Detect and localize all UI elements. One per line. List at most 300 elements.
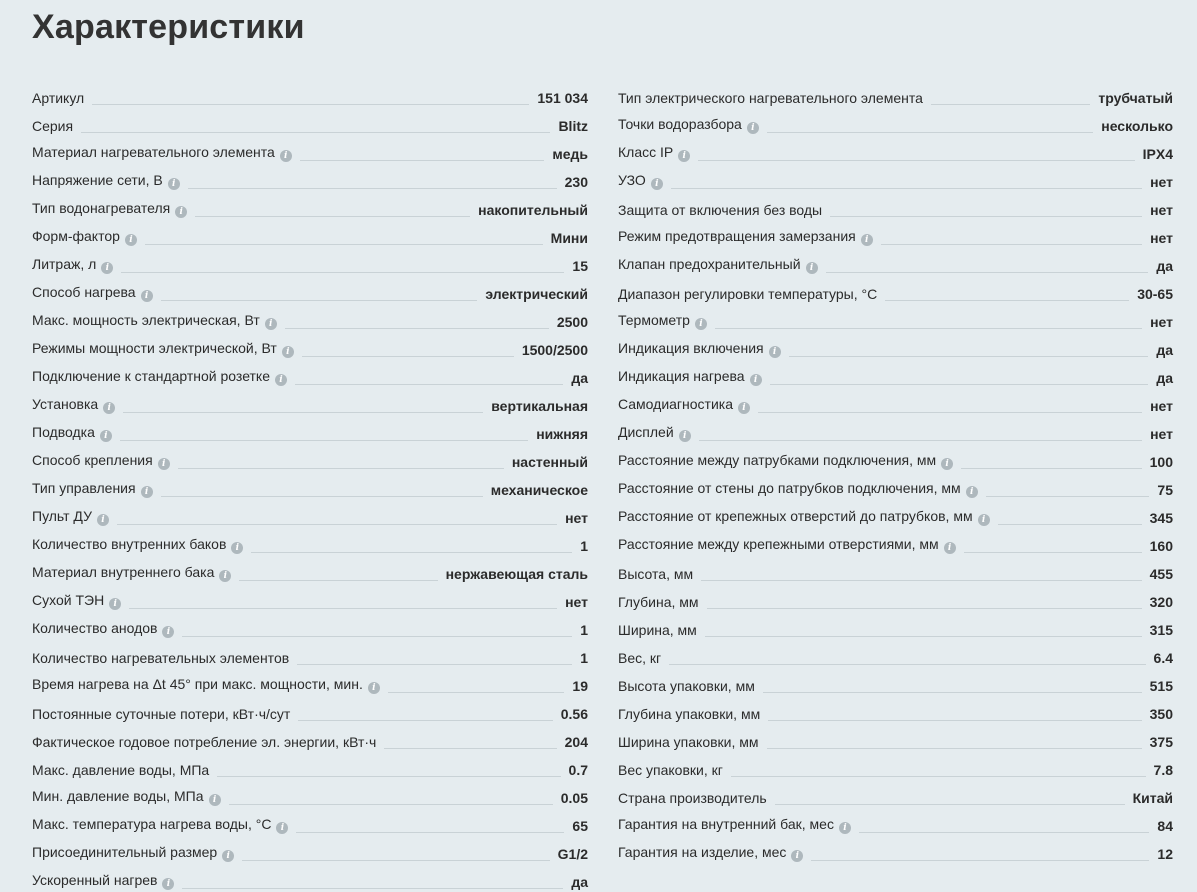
spec-row	[32, 500, 588, 528]
spec-row	[618, 220, 1173, 248]
spec-value: 7.8	[1153, 762, 1173, 778]
spec-label-text: Расстояние от стены до патрубков подключения, мм	[618, 480, 961, 496]
dotted-leader	[699, 440, 1142, 441]
spec-value: несколько	[1101, 118, 1173, 134]
spec-value: нет	[565, 594, 588, 610]
info-icon[interactable]: i	[791, 850, 803, 862]
dotted-leader	[120, 440, 528, 441]
spec-label-text: Подключение к стандартной розетке	[32, 368, 270, 384]
spec-value: 100	[1149, 454, 1173, 470]
spec-label-text: Ширина, мм	[618, 622, 697, 638]
info-icon[interactable]: i	[141, 486, 153, 498]
info-icon[interactable]: i	[175, 206, 187, 218]
spec-label	[32, 480, 153, 500]
dotted-leader	[296, 832, 564, 833]
spec-label	[618, 396, 750, 416]
dotted-leader	[178, 468, 504, 469]
spec-label	[32, 762, 209, 780]
dotted-leader	[121, 272, 564, 273]
spec-label	[618, 706, 760, 724]
spec-row	[32, 752, 588, 780]
specs-column-right	[618, 80, 1173, 864]
spec-label	[618, 172, 663, 192]
info-icon[interactable]: i	[679, 430, 691, 442]
spec-label	[32, 592, 121, 612]
dotted-leader	[767, 748, 1142, 749]
dotted-leader	[295, 384, 563, 385]
spec-value: 75	[1157, 482, 1173, 498]
info-icon[interactable]: i	[109, 598, 121, 610]
spec-label-text: Глубина упаковки, мм	[618, 706, 761, 722]
spec-value: 0.05	[560, 790, 588, 806]
info-icon[interactable]: i	[219, 570, 231, 582]
spec-value: Blitz	[558, 118, 588, 134]
info-icon[interactable]: i	[978, 514, 990, 526]
spec-row	[32, 360, 588, 388]
spec-label-text: Вес, кг	[618, 650, 662, 666]
info-icon[interactable]: i	[100, 430, 112, 442]
spec-row	[618, 332, 1173, 360]
info-icon[interactable]: i	[368, 682, 380, 694]
spec-row	[32, 164, 588, 192]
dotted-leader	[705, 636, 1142, 637]
spec-value: 1500/2500	[521, 342, 588, 358]
spec-row	[618, 780, 1173, 808]
dotted-leader	[384, 748, 556, 749]
dotted-leader	[885, 300, 1129, 301]
spec-row	[618, 752, 1173, 780]
spec-label-text: Напряжение сети, В	[32, 172, 163, 188]
spec-value: 65	[572, 818, 588, 834]
spec-label-text: Ускоренный нагрев	[32, 872, 158, 888]
spec-value: 2500	[556, 314, 588, 330]
dotted-leader	[117, 524, 557, 525]
spec-row	[618, 248, 1173, 276]
spec-label	[32, 620, 174, 640]
info-icon[interactable]: i	[231, 542, 243, 554]
dotted-leader	[302, 356, 514, 357]
spec-row	[32, 108, 588, 136]
spec-label-text: Самодиагностика	[618, 396, 734, 412]
spec-label-text: Защита от включения без воды	[618, 202, 823, 218]
info-icon[interactable]: i	[747, 122, 759, 134]
dotted-leader	[81, 132, 550, 133]
spec-value: 315	[1149, 622, 1173, 638]
spec-label-text: Вес упаковки, кг	[618, 762, 723, 778]
dotted-leader	[826, 272, 1149, 273]
spec-value: G1/2	[557, 846, 588, 862]
info-icon[interactable]: i	[222, 850, 234, 862]
spec-row	[618, 556, 1173, 584]
spec-label-text: Фактическое годовое потребление эл. энергии, кВт·ч	[32, 734, 377, 750]
spec-label	[32, 90, 84, 108]
spec-label	[618, 424, 691, 444]
spec-label	[618, 480, 978, 500]
dotted-leader	[669, 664, 1145, 665]
spec-value: 455	[1149, 566, 1173, 582]
spec-label	[32, 844, 234, 864]
spec-row	[618, 696, 1173, 724]
spec-label	[32, 816, 288, 836]
spec-value: нет	[1150, 314, 1173, 330]
spec-value: да	[1156, 342, 1173, 358]
info-icon[interactable]: i	[282, 346, 294, 358]
spec-row	[618, 164, 1173, 192]
spec-label	[618, 286, 877, 304]
spec-row	[32, 584, 588, 612]
dotted-leader	[986, 496, 1150, 497]
spec-value: да	[571, 370, 588, 386]
dotted-leader	[217, 776, 560, 777]
spec-row	[32, 276, 588, 304]
spec-value: 30-65	[1137, 286, 1173, 302]
spec-row	[618, 836, 1173, 864]
dotted-leader	[830, 216, 1142, 217]
spec-label	[618, 762, 723, 780]
spec-label-text: Клапан предохранительный	[618, 256, 801, 272]
spec-label	[618, 650, 661, 668]
dotted-leader	[767, 132, 1093, 133]
spec-label	[32, 340, 294, 360]
spec-label-text: Материал нагревательного элемента	[32, 144, 275, 160]
spec-row	[618, 528, 1173, 556]
dotted-leader	[881, 244, 1142, 245]
spec-value: 1	[580, 622, 588, 638]
spec-row	[32, 192, 588, 220]
spec-row	[32, 220, 588, 248]
spec-value: да	[1156, 258, 1173, 274]
info-icon[interactable]: i	[280, 150, 292, 162]
spec-label	[618, 844, 803, 864]
spec-label-text: Точки водоразбора	[618, 116, 742, 132]
spec-row	[618, 360, 1173, 388]
spec-label	[618, 116, 759, 136]
spec-row	[618, 108, 1173, 136]
dotted-leader	[731, 776, 1146, 777]
spec-label-text: Присоединительный размер	[32, 844, 218, 860]
spec-label	[32, 118, 73, 136]
spec-row	[32, 836, 588, 864]
spec-label	[618, 622, 697, 640]
info-icon[interactable]: i	[651, 178, 663, 190]
spec-label-text: УЗО	[618, 172, 646, 188]
spec-row	[618, 388, 1173, 416]
spec-label-text: Страна производитель	[618, 790, 767, 806]
spec-value: нет	[1150, 426, 1173, 442]
spec-row	[32, 136, 588, 164]
spec-value: вертикальная	[491, 398, 588, 414]
spec-value: 160	[1149, 538, 1173, 554]
spec-row	[32, 556, 588, 584]
spec-row	[618, 500, 1173, 528]
spec-label-text: Гарантия на внутренний бак, мес	[618, 816, 834, 832]
spec-row	[618, 584, 1173, 612]
spec-value: 375	[1149, 734, 1173, 750]
dotted-leader	[188, 188, 557, 189]
spec-label-text: Расстояние между крепежными отверстиями, мм	[618, 536, 939, 552]
dotted-leader	[961, 468, 1142, 469]
dotted-leader	[229, 804, 553, 805]
spec-label-text: Способ крепления	[32, 452, 153, 468]
spec-row	[618, 136, 1173, 164]
spec-value: IPX4	[1142, 146, 1173, 162]
info-icon[interactable]: i	[158, 458, 170, 470]
info-icon[interactable]: i	[168, 178, 180, 190]
spec-label	[618, 90, 923, 108]
spec-label	[32, 396, 115, 416]
spec-label-text: Форм-фактор	[32, 228, 120, 244]
dotted-leader	[285, 328, 549, 329]
spec-row	[32, 472, 588, 500]
spec-label-text: Сухой ТЭН	[32, 592, 105, 608]
spec-label-text: Расстояние между патрубками подключения, мм	[618, 452, 937, 468]
spec-label	[32, 676, 380, 696]
spec-label	[32, 536, 243, 556]
spec-value: 6.4	[1153, 650, 1173, 666]
spec-label	[32, 312, 277, 332]
spec-row	[32, 724, 588, 752]
spec-row	[618, 640, 1173, 668]
dotted-leader	[931, 104, 1090, 105]
info-icon[interactable]: i	[141, 290, 153, 302]
info-icon[interactable]: i	[103, 402, 115, 414]
spec-label	[618, 816, 851, 836]
spec-label-text: Расстояние от крепежных отверстий до патрубков, мм	[618, 508, 973, 524]
spec-label	[618, 594, 699, 612]
info-icon[interactable]: i	[276, 822, 288, 834]
spec-value: Китай	[1132, 790, 1173, 806]
spec-label	[32, 706, 290, 724]
spec-value: 0.7	[568, 762, 588, 778]
spec-label-text: Литраж, л	[32, 256, 97, 272]
spec-label	[618, 678, 755, 696]
spec-value: 12	[1157, 846, 1173, 862]
info-icon[interactable]: i	[738, 402, 750, 414]
spec-label-text: Высота упаковки, мм	[618, 678, 755, 694]
spec-label	[32, 788, 221, 808]
dotted-leader	[388, 692, 565, 693]
spec-value: нижняя	[536, 426, 588, 442]
spec-label	[32, 200, 187, 220]
dotted-leader	[161, 300, 478, 301]
spec-value: трубчатый	[1098, 90, 1173, 106]
spec-label	[32, 452, 170, 472]
info-icon[interactable]: i	[839, 822, 851, 834]
spec-row	[32, 444, 588, 472]
info-icon[interactable]: i	[162, 878, 174, 890]
spec-row	[32, 612, 588, 640]
info-icon[interactable]: i	[275, 374, 287, 386]
info-icon[interactable]: i	[769, 346, 781, 358]
info-icon[interactable]: i	[750, 374, 762, 386]
dotted-leader	[698, 160, 1134, 161]
spec-row	[618, 416, 1173, 444]
spec-label-text: Пульт ДУ	[32, 508, 92, 524]
spec-value: 515	[1149, 678, 1173, 694]
info-icon[interactable]: i	[101, 262, 113, 274]
dotted-leader	[763, 692, 1142, 693]
spec-label	[618, 452, 953, 472]
spec-label	[618, 228, 873, 248]
dotted-leader	[145, 244, 543, 245]
info-icon[interactable]: i	[966, 486, 978, 498]
spec-value: да	[571, 874, 588, 890]
spec-value: электрический	[485, 286, 588, 302]
dotted-leader	[789, 356, 1149, 357]
spec-label-text: Глубина, мм	[618, 594, 699, 610]
dotted-leader	[998, 524, 1142, 525]
dotted-leader	[707, 608, 1142, 609]
spec-label-text: Режим предотвращения замерзания	[618, 228, 856, 244]
spec-label-text: Постоянные суточные потери, кВт·ч/сут	[32, 706, 291, 722]
dotted-leader	[775, 804, 1125, 805]
spec-row	[32, 808, 588, 836]
spec-value: нет	[1150, 202, 1173, 218]
dotted-leader	[123, 412, 483, 413]
dotted-leader	[701, 580, 1142, 581]
spec-label	[32, 172, 180, 192]
info-icon[interactable]: i	[678, 150, 690, 162]
spec-label	[32, 256, 113, 276]
dotted-leader	[92, 104, 529, 105]
spec-label-text: Макс. температура нагрева воды, °С	[32, 816, 272, 832]
spec-label-text: Высота, мм	[618, 566, 694, 582]
dotted-leader	[715, 328, 1142, 329]
spec-label-text: Количество нагревательных элементов	[32, 650, 290, 666]
spec-row	[618, 668, 1173, 696]
info-icon[interactable]: i	[695, 318, 707, 330]
spec-row	[32, 248, 588, 276]
spec-label-text: Макс. мощность электрическая, Вт	[32, 312, 260, 328]
spec-row	[618, 192, 1173, 220]
dotted-leader	[811, 860, 1149, 861]
spec-value: нет	[1150, 174, 1173, 190]
info-icon[interactable]: i	[944, 542, 956, 554]
spec-value: накопительный	[478, 202, 588, 218]
spec-value: 350	[1149, 706, 1173, 722]
specs-column-left	[32, 80, 588, 892]
spec-label-text: Артикул	[32, 90, 85, 106]
spec-label-text: Термометр	[618, 312, 690, 328]
spec-value: настенный	[511, 454, 588, 470]
dotted-leader	[297, 664, 572, 665]
dotted-leader	[768, 720, 1141, 721]
spec-label	[32, 508, 109, 528]
spec-row	[32, 528, 588, 556]
spec-label-text: Установка	[32, 396, 99, 412]
spec-value: нет	[565, 510, 588, 526]
spec-label	[618, 256, 818, 276]
dotted-leader	[300, 160, 545, 161]
dotted-leader	[298, 720, 552, 721]
spec-label	[618, 790, 767, 808]
spec-value: 345	[1149, 510, 1173, 526]
spec-label	[32, 650, 289, 668]
spec-row	[32, 864, 588, 892]
info-icon[interactable]: i	[125, 234, 137, 246]
spec-label	[618, 144, 690, 164]
dotted-leader	[161, 496, 483, 497]
spec-value: механическое	[490, 482, 588, 498]
spec-label	[32, 872, 174, 892]
spec-label-text: Мин. давление воды, МПа	[32, 788, 204, 804]
spec-label	[618, 566, 693, 584]
spec-label-text: Количество анодов	[32, 620, 158, 636]
spec-value: 230	[564, 174, 588, 190]
spec-row	[618, 472, 1173, 500]
spec-row	[32, 388, 588, 416]
spec-label	[618, 202, 822, 220]
spec-label	[32, 424, 112, 444]
spec-row	[618, 612, 1173, 640]
spec-value: 0.56	[560, 706, 588, 722]
dotted-leader	[964, 552, 1142, 553]
spec-row	[32, 668, 588, 696]
dotted-leader	[182, 636, 572, 637]
spec-label-text: Дисплей	[618, 424, 674, 440]
spec-value: медь	[552, 146, 588, 162]
spec-value: 1	[580, 650, 588, 666]
spec-row	[32, 780, 588, 808]
spec-label-text: Материал внутреннего бака	[32, 564, 215, 580]
spec-value: 204	[564, 734, 588, 750]
spec-label-text: Серия	[32, 118, 74, 134]
spec-label	[618, 508, 990, 528]
spec-row	[32, 80, 588, 108]
info-icon[interactable]: i	[265, 318, 277, 330]
spec-label-text: Количество внутренних баков	[32, 536, 227, 552]
info-icon[interactable]: i	[209, 794, 221, 806]
spec-label	[618, 340, 781, 360]
spec-row	[32, 696, 588, 724]
info-icon[interactable]: i	[162, 626, 174, 638]
info-icon[interactable]: i	[806, 262, 818, 274]
spec-row	[32, 416, 588, 444]
spec-row	[32, 332, 588, 360]
spec-label-text: Тип электрического нагревательного элемента	[618, 90, 923, 106]
spec-row	[618, 80, 1173, 108]
spec-value: нет	[1150, 398, 1173, 414]
spec-label-text: Класс IP	[618, 144, 674, 160]
info-icon[interactable]: i	[861, 234, 873, 246]
spec-label-text: Ширина упаковки, мм	[618, 734, 759, 750]
spec-value: 19	[572, 678, 588, 694]
spec-label-text: Режимы мощности электрической, Вт	[32, 340, 277, 356]
spec-value: 151 034	[537, 90, 588, 106]
dotted-leader	[239, 580, 437, 581]
spec-label	[32, 284, 153, 304]
spec-row	[618, 444, 1173, 472]
spec-label-text: Подводка	[32, 424, 95, 440]
spec-label	[32, 144, 292, 164]
dotted-leader	[859, 832, 1149, 833]
spec-row	[618, 808, 1173, 836]
dotted-leader	[770, 384, 1149, 385]
spec-label-text: Способ нагрева	[32, 284, 136, 300]
dotted-leader	[242, 860, 549, 861]
spec-value: нет	[1150, 230, 1173, 246]
spec-label-text: Гарантия на изделие, мес	[618, 844, 787, 860]
spec-label	[618, 368, 762, 388]
spec-label	[32, 228, 137, 248]
spec-value: нержавеющая сталь	[445, 566, 588, 582]
info-icon[interactable]: i	[97, 514, 109, 526]
spec-label	[32, 734, 376, 752]
spec-label	[618, 312, 707, 332]
spec-value: 84	[1157, 818, 1173, 834]
spec-label-text: Макс. давление воды, МПа	[32, 762, 210, 778]
info-icon[interactable]: i	[941, 458, 953, 470]
